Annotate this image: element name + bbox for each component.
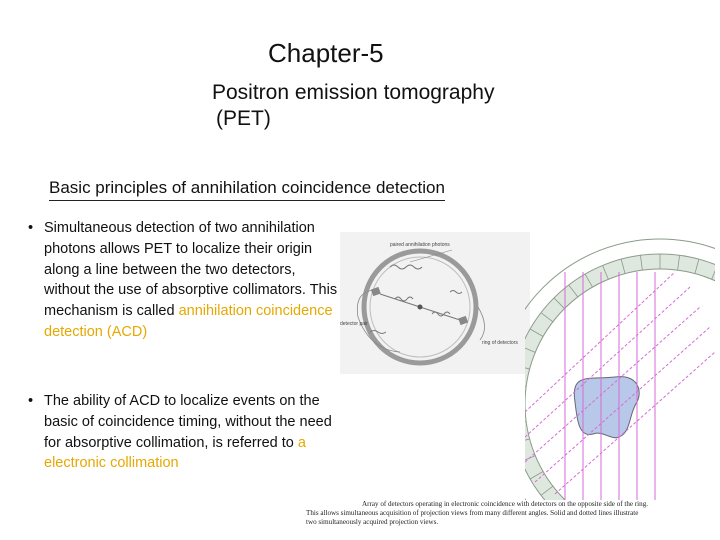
label-paired-photons: paired annihilation photons <box>390 242 450 248</box>
figure-caption <box>306 500 718 527</box>
bullet-highlight: annihilation coincidence detection (ACD) <box>44 303 333 340</box>
caption-line-3: two simultaneously acquired projection views. <box>306 518 439 526</box>
chapter-title: Chapter-5 <box>268 38 384 68</box>
subtitle-line-2: (PET) <box>216 107 271 130</box>
caption-line-2: This allows simultaneous acquisition of projection views from many different angles. Solid and dotted lines illustrate <box>306 509 639 517</box>
bullet-text <box>44 218 340 343</box>
bullet-item <box>28 391 340 474</box>
slide-subtitle <box>212 80 532 132</box>
bullet-marker: • <box>28 393 34 409</box>
caption-line-1: Array of detectors operating in electronic coincidence with detectors on the opposite side of the ring. <box>362 500 649 508</box>
section-heading: Basic principles of annihilation coincidence detection <box>49 177 445 201</box>
label-ring-of-detectors: ring of detectors <box>482 340 518 346</box>
subtitle-line-1: Positron emission tomography <box>212 81 495 104</box>
detector-ring-projection-icon <box>525 232 715 500</box>
label-detector-pair: detector pair <box>340 321 368 327</box>
bullet-highlight: a electronic collimation <box>44 434 306 472</box>
bullet-body: The ability of ACD to localize events on the basic of coincidence timing, without the need for absorptive collimation, is referred to <box>44 393 332 451</box>
pet-ring-schematic-icon <box>340 232 530 374</box>
bullet-body: Simultaneous detection of two annihilation photons allows PET to localize their origin along a line between the two detectors, without the use of absorptive collimators. This mechanism is called <box>44 220 338 320</box>
bullet-marker: • <box>28 220 34 236</box>
bullet-text <box>44 391 340 474</box>
bullet-item <box>28 218 340 343</box>
